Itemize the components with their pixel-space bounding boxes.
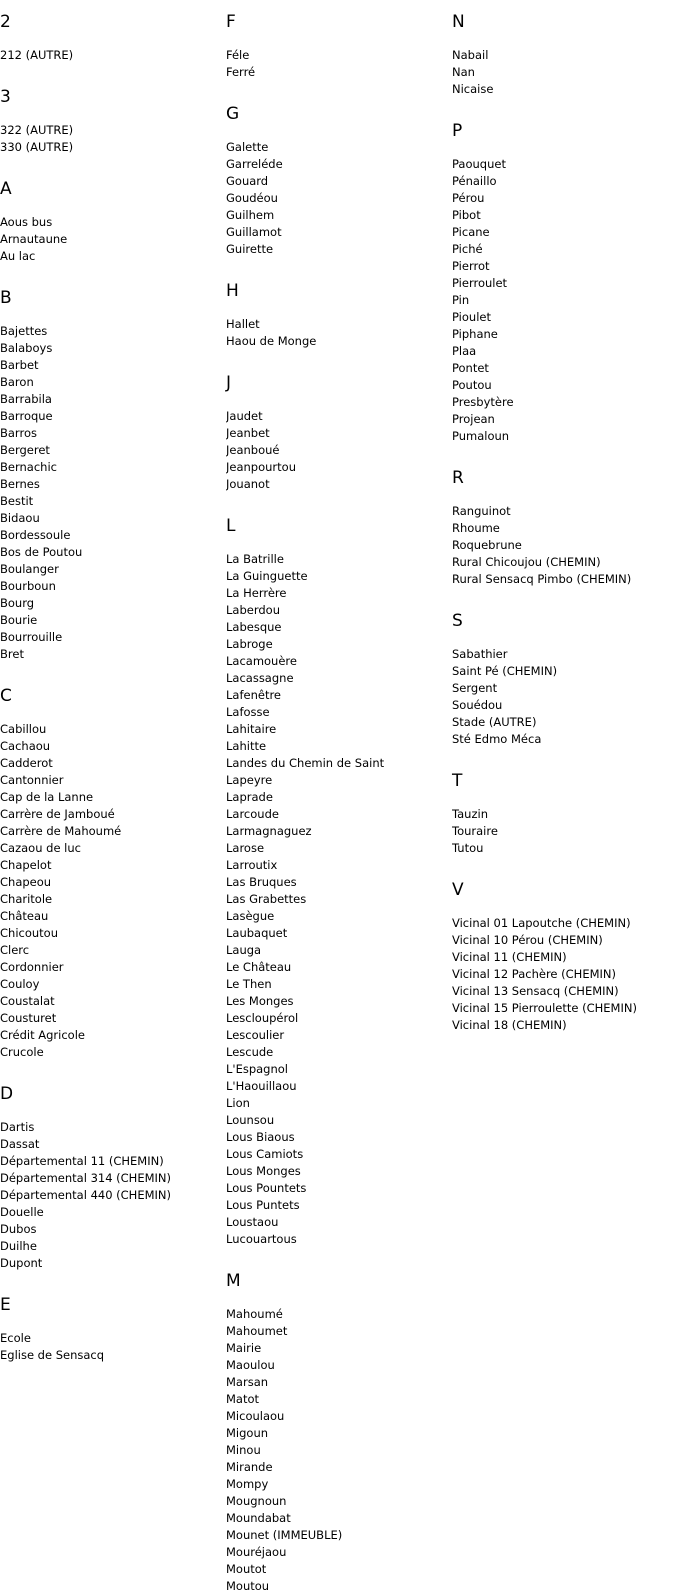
street-link[interactable]: Maoulou <box>226 1358 275 1372</box>
street-link[interactable]: Vicinal 11 (CHEMIN) <box>452 950 567 964</box>
street-link[interactable]: Lahitte <box>226 739 267 753</box>
street-link[interactable]: Moundabat <box>226 1511 291 1525</box>
street-list <box>226 551 441 1248</box>
letter-heading: S <box>452 611 463 631</box>
street-link[interactable]: Départemental 440 (CHEMIN) <box>0 1188 172 1202</box>
street-link[interactable]: Boulanger <box>0 562 59 576</box>
street-link[interactable]: Pérou <box>452 191 485 205</box>
street-link[interactable]: Moutou <box>226 1579 270 1593</box>
street-link[interactable]: Eglise de Sensacq <box>0 1348 105 1362</box>
street-link[interactable]: Cachaou <box>0 739 51 753</box>
street-link[interactable]: Bajettes <box>0 324 48 338</box>
street-link[interactable]: Mirande <box>226 1460 273 1474</box>
street-link[interactable]: La Herrère <box>226 586 287 600</box>
street-list <box>0 1330 215 1364</box>
street-link[interactable]: Bidaou <box>0 511 40 525</box>
street-link[interactable]: Jouanot <box>226 477 270 491</box>
street-link[interactable]: Lahitaire <box>226 722 277 736</box>
street-link[interactable]: Jeanbet <box>226 426 270 440</box>
street-link[interactable]: Arnautaune <box>0 232 68 246</box>
street-link[interactable]: Chapelot <box>0 858 52 872</box>
street-link[interactable]: Clerc <box>0 943 30 957</box>
letter-heading: R <box>452 468 464 488</box>
street-link[interactable]: Départemental 11 (CHEMIN) <box>0 1154 164 1168</box>
street-link[interactable]: Mahoumet <box>226 1324 288 1338</box>
street-link[interactable]: Bourboun <box>0 579 56 593</box>
street-link[interactable]: Carrère de Jamboué <box>0 807 115 821</box>
street-link[interactable]: Migoun <box>226 1426 269 1440</box>
street-link[interactable]: Poutou <box>452 378 492 392</box>
street-link[interactable]: Garreléde <box>226 157 283 171</box>
column-3 <box>452 0 675 1034</box>
street-link[interactable]: Pibot <box>452 208 481 222</box>
letter-heading: D <box>0 1084 14 1104</box>
street-link[interactable]: Galette <box>226 140 269 154</box>
street-list <box>0 122 215 156</box>
street-link[interactable]: Vicinal 12 Pachère (CHEMIN) <box>452 967 616 981</box>
street-link[interactable]: Piphane <box>452 327 498 341</box>
street-link[interactable]: Souédou <box>452 698 503 712</box>
column-1 <box>0 0 215 1364</box>
street-link[interactable]: Paouquet <box>452 157 506 171</box>
street-list <box>226 47 441 81</box>
street-list <box>452 156 675 445</box>
street-link[interactable]: Jaudet <box>226 409 263 423</box>
street-link[interactable]: Lous Monges <box>226 1164 301 1178</box>
letter-heading: 2 <box>0 12 11 32</box>
street-link[interactable]: Bourie <box>0 613 38 627</box>
street-link[interactable]: Minou <box>226 1443 261 1457</box>
letter-group <box>0 1084 215 1272</box>
street-link[interactable]: Cousturet <box>0 1011 57 1025</box>
street-link[interactable]: Larcoude <box>226 807 279 821</box>
letter-heading: L <box>226 516 236 536</box>
letter-group <box>452 880 675 1034</box>
street-link[interactable]: Les Monges <box>226 994 294 1008</box>
street-link[interactable]: Château <box>0 909 49 923</box>
letter-group <box>0 686 215 1061</box>
street-link[interactable]: Bernes <box>0 477 40 491</box>
letter-group <box>0 1295 215 1364</box>
street-link[interactable]: Barrabila <box>0 392 52 406</box>
street-link[interactable]: Bordessoule <box>0 528 71 542</box>
street-link[interactable]: Ecole <box>0 1331 31 1345</box>
street-link[interactable]: Bestit <box>0 494 34 508</box>
letter-heading: B <box>0 288 12 308</box>
letter-heading: T <box>452 771 463 791</box>
street-link[interactable]: Crédit Agricole <box>0 1028 85 1042</box>
street-list <box>226 408 441 493</box>
street-link[interactable]: Chicoutou <box>0 926 58 940</box>
letter-group <box>452 771 675 857</box>
street-link[interactable]: Couloy <box>0 977 40 991</box>
street-link[interactable]: Dartis <box>0 1120 35 1134</box>
letter-heading: N <box>452 12 465 32</box>
street-link[interactable]: Guirette <box>226 242 274 256</box>
street-link[interactable]: Cap de la Lanne <box>0 790 94 804</box>
street-link[interactable]: Ranguinot <box>452 504 511 518</box>
street-list <box>452 646 675 748</box>
letter-group <box>226 12 441 81</box>
street-link[interactable]: Las Bruques <box>226 875 297 889</box>
letter-group <box>0 12 215 64</box>
street-link[interactable]: Carrère de Mahoumé <box>0 824 122 838</box>
street-link[interactable]: Roquebrune <box>452 538 522 552</box>
street-link[interactable]: Ferré <box>226 65 256 79</box>
street-link[interactable]: Cadderot <box>0 756 53 770</box>
street-link[interactable]: Lounsou <box>226 1113 275 1127</box>
street-link[interactable]: La Batrille <box>226 552 284 566</box>
street-link[interactable]: Presbytère <box>452 395 514 409</box>
street-link[interactable]: Nan <box>452 65 475 79</box>
street-link[interactable]: Pierroulet <box>452 276 508 290</box>
street-link[interactable]: Cabillou <box>0 722 47 736</box>
letter-group <box>226 516 441 1248</box>
street-link[interactable]: Duilhe <box>0 1239 37 1253</box>
street-link[interactable]: Pierrot <box>452 259 490 273</box>
street-link[interactable]: Larmagnaguez <box>226 824 312 838</box>
street-link[interactable]: Vicinal 10 Pérou (CHEMIN) <box>452 933 603 947</box>
letter-group <box>226 281 441 350</box>
street-link[interactable]: Vicinal 13 Sensacq (CHEMIN) <box>452 984 619 998</box>
street-link[interactable]: Cordonnier <box>0 960 64 974</box>
street-link[interactable]: Bernachic <box>0 460 57 474</box>
street-link[interactable]: Sergent <box>452 681 498 695</box>
letter-group <box>452 121 675 445</box>
street-list <box>452 503 675 588</box>
street-link[interactable]: Mougnoun <box>226 1494 287 1508</box>
street-link[interactable]: Lacamouère <box>226 654 297 668</box>
street-link[interactable]: Le Château <box>226 960 292 974</box>
street-link[interactable]: Laubaquet <box>226 926 288 940</box>
street-link[interactable]: Pontet <box>452 361 489 375</box>
street-link[interactable]: Au lac <box>0 249 36 263</box>
street-link[interactable]: Pénaillo <box>452 174 497 188</box>
street-link[interactable]: L'Espagnol <box>226 1062 288 1076</box>
street-link[interactable]: Goudéou <box>226 191 278 205</box>
street-link[interactable]: Saint Pé (CHEMIN) <box>452 664 558 678</box>
street-link[interactable]: Lafenêtre <box>226 688 282 702</box>
letter-heading: E <box>0 1295 11 1315</box>
letter-group <box>0 87 215 156</box>
street-link[interactable]: Bret <box>0 647 24 661</box>
street-list <box>0 323 215 663</box>
street-link[interactable]: Guilhem <box>226 208 275 222</box>
street-link[interactable]: Haou de Monge <box>226 334 317 348</box>
street-link[interactable]: Piché <box>452 242 483 256</box>
street-link[interactable]: Pin <box>452 293 470 307</box>
street-link[interactable]: Lous Pountets <box>226 1181 307 1195</box>
street-list <box>0 721 215 1061</box>
street-link[interactable]: Crucole <box>0 1045 44 1059</box>
street-link[interactable]: Moutot <box>226 1562 267 1576</box>
street-link[interactable]: Nicaise <box>452 82 494 96</box>
street-link[interactable]: Le Then <box>226 977 272 991</box>
street-link[interactable]: Départemental 314 (CHEMIN) <box>0 1171 172 1185</box>
letter-heading: M <box>226 1271 241 1291</box>
street-link[interactable]: Las Grabettes <box>226 892 307 906</box>
letter-heading: A <box>0 179 12 199</box>
street-link[interactable]: Plaa <box>452 344 477 358</box>
street-link[interactable]: Dubos <box>0 1222 37 1236</box>
letter-heading: H <box>226 281 239 301</box>
street-link[interactable]: Barroque <box>0 409 53 423</box>
letter-heading: C <box>0 686 12 706</box>
street-link[interactable]: Bourg <box>0 596 35 610</box>
street-link[interactable]: Mounet (IMMEUBLE) <box>226 1528 343 1542</box>
street-link[interactable]: Labesque <box>226 620 282 634</box>
street-link[interactable]: Barros <box>0 426 37 440</box>
street-list <box>0 47 215 64</box>
street-link[interactable]: Laprade <box>226 790 273 804</box>
street-link[interactable]: Chapeou <box>0 875 52 889</box>
street-link[interactable]: Barbet <box>0 358 39 372</box>
street-link[interactable]: Lescude <box>226 1045 274 1059</box>
street-link[interactable]: Tutou <box>452 841 484 855</box>
street-link[interactable]: Touraire <box>452 824 498 838</box>
street-link[interactable]: Vicinal 15 Pierroulette (CHEMIN) <box>452 1001 637 1015</box>
street-link[interactable]: Féle <box>226 48 250 62</box>
street-link[interactable]: Lauga <box>226 943 262 957</box>
street-link[interactable]: Cantonnier <box>0 773 64 787</box>
street-link[interactable]: Tauzin <box>452 807 488 821</box>
street-link[interactable]: Jeanpourtou <box>226 460 296 474</box>
letter-group <box>226 1271 441 1595</box>
street-list <box>0 1119 215 1272</box>
street-link[interactable]: Lous Camiots <box>226 1147 304 1161</box>
street-link[interactable]: Vicinal 01 Lapoutche (CHEMIN) <box>452 916 631 930</box>
street-link[interactable]: Baron <box>0 375 34 389</box>
street-list <box>226 139 441 258</box>
street-link[interactable]: Micoulaou <box>226 1409 285 1423</box>
street-link[interactable]: Loustaou <box>226 1215 279 1229</box>
letter-heading: V <box>452 880 464 900</box>
street-link[interactable]: Lion <box>226 1096 250 1110</box>
letter-group <box>452 468 675 588</box>
street-link[interactable]: Coustalat <box>0 994 55 1008</box>
letter-group <box>226 104 441 258</box>
street-link[interactable]: Labroge <box>226 637 273 651</box>
letter-heading: P <box>452 121 463 141</box>
street-link[interactable]: Dassat <box>0 1137 40 1151</box>
street-link[interactable]: Lescoulier <box>226 1028 285 1042</box>
street-link[interactable]: Dupont <box>0 1256 43 1270</box>
street-link[interactable]: Lacassagne <box>226 671 294 685</box>
street-link[interactable]: Mairie <box>226 1341 262 1355</box>
street-link[interactable]: Lasègue <box>226 909 275 923</box>
street-link[interactable]: Larroutix <box>226 858 278 872</box>
street-link[interactable]: Nabail <box>452 48 489 62</box>
street-link[interactable]: Pumaloun <box>452 429 510 443</box>
street-link[interactable]: Hallet <box>226 317 260 331</box>
letter-heading: 3 <box>0 87 11 107</box>
letter-group <box>0 288 215 663</box>
street-list <box>452 47 675 98</box>
street-link[interactable]: Bos de Poutou <box>0 545 83 559</box>
street-link[interactable]: Bergeret <box>0 443 50 457</box>
street-link[interactable]: Sté Edmo Méca <box>452 732 542 746</box>
street-link[interactable]: Laberdou <box>226 603 280 617</box>
street-link[interactable]: Projean <box>452 412 495 426</box>
street-link[interactable]: Charitole <box>0 892 53 906</box>
street-link[interactable]: Rural Sensacq Pimbo (CHEMIN) <box>452 572 632 586</box>
street-link[interactable]: Lous Biaous <box>226 1130 295 1144</box>
street-link[interactable]: Bourrouille <box>0 630 63 644</box>
letter-group <box>452 611 675 748</box>
street-list <box>452 806 675 857</box>
letter-heading: J <box>226 373 232 393</box>
street-link[interactable]: Guillamot <box>226 225 282 239</box>
street-link[interactable]: Mouréjaou <box>226 1545 287 1559</box>
street-link[interactable]: Douelle <box>0 1205 44 1219</box>
street-link[interactable]: Gouard <box>226 174 269 188</box>
letter-group <box>452 12 675 98</box>
street-link[interactable]: L'Haouillaou <box>226 1079 297 1093</box>
street-list <box>226 316 441 350</box>
street-link[interactable]: 330 (AUTRE) <box>0 140 74 154</box>
column-2 <box>226 0 441 1595</box>
street-link[interactable]: Jeanboué <box>226 443 280 457</box>
street-link[interactable]: Mompy <box>226 1477 269 1491</box>
street-link[interactable]: Lescloupérol <box>226 1011 299 1025</box>
letter-heading: G <box>226 104 240 124</box>
street-link[interactable]: La Guinguette <box>226 569 308 583</box>
street-link[interactable]: Pioulet <box>452 310 491 324</box>
street-link[interactable]: Landes du Chemin de Saint <box>226 756 385 770</box>
letter-group <box>0 179 215 265</box>
street-link[interactable]: Matot <box>226 1392 260 1406</box>
street-link[interactable]: Lous Puntets <box>226 1198 300 1212</box>
street-link[interactable]: 212 (AUTRE) <box>0 48 74 62</box>
street-link[interactable]: Lucouartous <box>226 1232 297 1246</box>
street-link[interactable]: Balaboys <box>0 341 53 355</box>
street-link[interactable]: Vicinal 18 (CHEMIN) <box>452 1018 567 1032</box>
street-link[interactable]: Mahoumé <box>226 1307 283 1321</box>
street-link[interactable]: Cazaou de luc <box>0 841 81 855</box>
street-link[interactable]: Stade (AUTRE) <box>452 715 537 729</box>
street-link[interactable]: Lapeyre <box>226 773 273 787</box>
street-list <box>226 1306 441 1595</box>
street-link[interactable]: Lafosse <box>226 705 270 719</box>
street-link[interactable]: Picane <box>452 225 490 239</box>
letter-heading: F <box>226 12 236 32</box>
street-link[interactable]: Aous bus <box>0 215 53 229</box>
street-link[interactable]: Rhoume <box>452 521 500 535</box>
street-list <box>0 214 215 265</box>
street-list <box>452 915 675 1034</box>
street-link[interactable]: Sabathier <box>452 647 508 661</box>
street-link[interactable]: Rural Chicoujou (CHEMIN) <box>452 555 601 569</box>
street-link[interactable]: Larose <box>226 841 265 855</box>
street-link[interactable]: 322 (AUTRE) <box>0 123 74 137</box>
letter-group <box>226 373 441 493</box>
street-link[interactable]: Marsan <box>226 1375 269 1389</box>
